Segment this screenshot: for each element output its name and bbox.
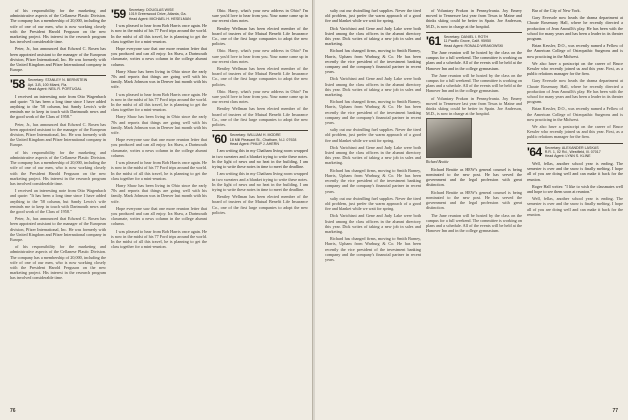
secretary: Secretary: DOUGLAS WISE: [128, 8, 174, 12]
head-agent: Head Agent: NEIL R. PORTUGAL: [27, 87, 82, 92]
secretary: Secretary: STANLEY N. BERNSTEIN: [27, 78, 88, 83]
body-text: [325, 76, 421, 262]
body-text: [212, 171, 308, 215]
portrait-photo: [426, 118, 472, 158]
address: 11 Pacific Grove, Calif. 95950: [443, 39, 491, 44]
secretary: Secretary: DANIEL I. ROTH: [443, 34, 489, 39]
paragraph: Brian Kessler, D.O., was recently named a Fellow of the American College of Osteopathic Surgeons and is now practicing in the Midwest.: [527, 43, 623, 59]
left-column-1: [10, 8, 106, 283]
paragraph: Bentley Wellman has been elected member of the board of trustees of the Mutual Benefit Life Insurance Co., one of the first large companies to adopt the new policies.: [212, 66, 308, 87]
paragraph: Harry Shaw has been living in Ohio since the early 70s and reports that things are going well with his family. Mark Johnson was in Denver last month with his wife.: [111, 182, 207, 204]
paragraph: Bentley Wellman has been elected member of the board of trustees of the Mutual Benefit Life Insurance Co., one of the first large companies to adopt the new policies.: [212, 194, 308, 215]
divider: [10, 75, 106, 76]
paragraph: Harry Shaw has been living in Ohio since the early 70s and reports that things are going well with his family. Mark Johnson was in Denver last month with his wife.: [111, 68, 207, 90]
body-text: [426, 73, 522, 117]
head-agent: Head Agent: MICHAEL H. HESELMAN: [128, 16, 191, 21]
paragraph: Richard has changed firms, moving to Smith Barney, Harris, Upham from Warburg & Co. He has been recently the vice president of the investment banking company and the company's financial partner in recent years.: [325, 167, 421, 194]
paragraph: Hope everyone saw that one more reunion letter that you produced and can all enjoy. Ira Shaw, a Dartmouth classmate, writes a news column in the college alumni column.: [111, 46, 207, 67]
paragraph: The June reunion will be hosted by the class on the campus for a full weekend. The committee is working on plans and a schedule. All of the events will be held at the Hanover Inn and in the college gymnasium.: [426, 212, 522, 234]
paragraph: Richard has changed firms, moving to Smith Barney, Harris, Upham from Warburg & Co. He has been recently the vice president of the investment banking company and the company's financial partner in recent years.: [325, 48, 421, 75]
class-year: '60: [212, 132, 227, 147]
divider: [212, 130, 308, 131]
head-agent: Head Agent: RONALD WRAKOWSKI: [443, 43, 504, 48]
secretary: Secretary: WILLIAM H. MODRE: [229, 133, 281, 138]
paragraph: The June reunion will be hosted by the class on the campus for a full weekend. The committee is working on plans and a schedule. All of the events will be held at the Hanover Inn and in the college gymnasium.: [426, 50, 522, 71]
class-year: '59: [111, 7, 126, 21]
paragraph: Ohio. Harry, what's your new address in Ohio? I'm sure you'd love to hear from you. Your name came up in our recent class notes.: [212, 88, 308, 105]
paragraph: Bentley Wellman has been elected member of the board of trustees of the Mutual Benefit Life Insurance Co., one of the first large companies to adopt the new policies.: [212, 106, 308, 128]
class-info: [444, 35, 504, 48]
paragraph: Roger Hall writes: "I like to wish the classmates well and hope to see them soon at reunion.": [527, 183, 623, 194]
paragraph: We also have a postscript on the career of Bruce Kessler who recently joined us and this year. First, as a public relations manager for the firm.: [527, 124, 623, 140]
body-text: [111, 92, 207, 250]
address: 1019 Greenwood Drive, Atlanta, Ga.: [128, 12, 187, 17]
address: R.R. 1, 02 Rd., Westfield, Ill. 07017: [544, 150, 601, 155]
paragraph: of Voluntary Prokon in Pennsylvania. Joy Emery moved to Tennessee last year from Texas to Maine and thinks skiing could be better in Spain. Joe Anderson, M.D., is now in charge at the hospital.: [426, 95, 522, 117]
body-text: [527, 78, 623, 139]
paragraph: Richard Beattie as HEW's general counsel is being nominated to the new post. He has served the government and the legal profession with great distinction.: [426, 166, 522, 188]
class-header-1958: [10, 78, 106, 91]
paragraph: sulty out our dwindling fuel supplies. Never the tired old problem, just prefer the warm approach of a good fire and blanket while we wait for spring.: [325, 195, 421, 212]
paragraph: We also have a postscript on the career of Bruce Kessler who recently joined us and this year. First, as a public relations manager for the firm.: [527, 60, 623, 77]
paragraph: Ohio. Harry, what's your new address in Ohio? I'm sure you'd love to hear from you. Your name came up in our recent class notes.: [212, 8, 308, 24]
paragraph: Gary Eversole now heads the drama department at Choate Rosemary Hall, where he recently directed a production of Jean Anouilh's play. He has been with the school for many years and has been a leader in its theater program.: [527, 78, 623, 105]
class-header-1964: [527, 146, 623, 159]
class-header-1961: [426, 35, 522, 48]
address: 18 Mill Pleasant St., Chatham, N.J. 07928: [229, 137, 297, 142]
paragraph: I received an interesting note from Otto Wagenbach and quote: "It has been a long time since I have added anything to the '58 column, but Sandy Lewis's wife reminds me to keep in touch with Dartmouth news and the good work of the Class of 1958.": [10, 188, 106, 214]
class-info: [230, 133, 297, 146]
paragraph: I received an interesting note from Otto Wagenbach and quote: "It has been a long time since I have added anything to the '58 column, but Sandy Lewis's wife reminds me to keep in touch with Dartmouth news and the good work of the Class of 1958.": [10, 93, 106, 120]
class-header-1960: [212, 133, 308, 146]
page-number: 77: [612, 408, 618, 414]
class-year: '61: [426, 33, 441, 48]
paragraph: sulty out our dwindling fuel supplies. Never the tired old problem, just prefer the warm approach of a good fire and blanket while we wait for spring.: [325, 8, 421, 24]
secretary: Secretary: ALEXANDER LASKAS: [544, 145, 599, 150]
class-info: [28, 78, 88, 91]
paragraph: of Voluntary Prokon in Pennsylvania. Joy Emery moved to Tennessee last year from Texas to Maine and thinks skiing could be better in Spain. Joe Anderson, M.D., is now in charge at the hospital.: [426, 8, 522, 29]
paragraph: Richard has changed firms, moving to Smith Barney, Harris, Upham from Warburg & Co. He has been recently the vice president of the investment banking company and the company's financial partner in recent years.: [325, 99, 421, 126]
paragraph: Peter, Jr., has announced that Edward C. Rosen has been appointed assistant to the manager of the European division, Pfizer International, Inc. He was formerly with the United Kingdom and Pfizer International company in Europe.: [10, 121, 106, 148]
paragraph: Ohio. Harry, what's your new address in Ohio? I'm sure you'd love to hear from you. Your name came up in our recent class notes.: [212, 48, 308, 64]
paragraph: Hope everyone saw that one more reunion letter that you produced and can all enjoy. Ira Shaw, a Dartmouth classmate, writes a news column in the college alumni column.: [111, 205, 207, 227]
paragraph: I was pleased to hear from Bob Harris once again. He is now in the midst of his 77 Ford trips around the world. In the midst of all this travel, he is planning to get the class together for a mini-reunion.: [111, 228, 207, 250]
paragraph: of his responsibility for the marketing and administrative aspects of the Cellanese Plastic Division. The company has a membership of 20,000, including the wife of one of our men, who is now working closely with the President Harold Ferguson on the new marketing project. His interest in the research program has involved considerable time.: [10, 244, 106, 281]
left-page: [0, 0, 313, 420]
paragraph: I am writing this in my Chatham living room wrapped in two sweaters and a blanket trying to write these notes. In the light of news and no heat in the building, I am trying to write these notes in time to meet the deadline.: [212, 171, 308, 192]
paragraph: sulty out our dwindling fuel supplies. Never the tired old problem, just prefer the warm approach of a good fire and blanket while we wait for spring.: [325, 127, 421, 143]
body-text: [527, 196, 623, 217]
paragraph: I was pleased to hear from Bob Harris once again. He is now in the midst of his 77 Ford trips around the world. In the midst of all this travel, he is planning to get the class together for a mini-reunion.: [111, 23, 207, 44]
body-text: [426, 190, 522, 234]
class-year: '64: [527, 144, 542, 159]
paragraph: The June reunion will be hosted by the class on the campus for a full weekend. The committee is working on plans and a schedule. All of the events will be held at the Hanover Inn and in the college gymnasium.: [426, 72, 522, 94]
paragraph: Gary Eversole now heads the drama department at Choate Rosemary Hall, where he recently directed a production of Jean Anouilh's play. He has been with the school for many years and has been a leader in its theater program.: [527, 15, 623, 42]
right-column-2: [426, 8, 522, 235]
paragraph: I was pleased to hear from Bob Harris once again. He is now in the midst of his 77 Ford trips around the world. In the midst of all this travel, he is planning to get the class together for a mini-reunion.: [111, 91, 207, 113]
paragraph: I am writing this in my Chatham living room wrapped in two sweaters and a blanket trying to write these notes. In the light of news and no heat in the building, I am trying to write these notes in time to meet the deadline.: [212, 148, 308, 170]
paragraph: Peter, Jr., has announced that Edward C. Rosen has been appointed assistant to the manager of the European division, Pfizer International, Inc. He was formerly with the United Kingdom and Pfizer International company in Europe.: [10, 46, 106, 73]
paragraph: Richard has changed firms, moving to Smith Barney, Harris, Upham from Warburg & Co. He has been recently the vice president of the investment banking company and the company's financial partner in recent years.: [325, 236, 421, 262]
body-text: [10, 122, 106, 281]
class-year: '58: [10, 77, 25, 92]
body-text: [212, 48, 308, 127]
divider: [426, 32, 522, 33]
right-page: [315, 0, 628, 420]
paragraph: Dick Varichisni and Gene and Judy Lake were both listed among the class officers in the alumni directory this year. Dick writes of taking a new job in sales and marketing.: [325, 25, 421, 47]
divider: [527, 143, 623, 144]
paragraph: Harry Shaw has been living in Ohio since the early 70s and reports that things are going well with his family. Mark Johnson was in Denver last month with his wife.: [111, 114, 207, 136]
right-column-3: [527, 8, 623, 219]
head-agent: Head Agent: PHILIP J. AHERN: [229, 142, 279, 147]
page-number: 76: [10, 408, 16, 414]
paragraph: of his responsibility for the marketing and administrative aspects of the Cellanese Plastic Division. The company has a membership of 20,000, including the wife of one of our men, who is now working closely with the President Harold Ferguson on the new marketing project. His interest in the research program has involved considerable time.: [10, 149, 106, 186]
paragraph: Richard Beattie as HEW's general counsel is being nominated to the new post. He has served the government and the legal profession with great distinction.: [426, 189, 522, 211]
photo-caption: Richard Beattie: [426, 160, 449, 165]
right-column-1: [325, 8, 421, 264]
head-agent: Head Agent: LYNN S. KLINE: [544, 154, 591, 159]
address: Apt. 3-B, 100 Miami, Fla.: [27, 82, 68, 87]
paragraph: Dick Varichisni and Gene and Judy Lake were both listed among the class officers in the alumni directory this year. Dick writes of taking a new job in sales and marketing.: [325, 76, 421, 98]
class-header-1959: [111, 8, 207, 21]
left-column-2: [111, 8, 207, 251]
paragraph: Peter, Jr., has announced that Edward C. Rosen has been appointed assistant to the manager of the European division, Pfizer International, Inc. He was formerly with the United Kingdom and Pfizer International company in Europe.: [10, 216, 106, 242]
class-info: [545, 146, 601, 159]
paragraph: Dick Varichisni and Gene and Judy Lake were both listed among the class officers in the alumni directory this year. Dick writes of taking a new job in sales and marketing.: [325, 144, 421, 166]
paragraph: I was pleased to hear from Bob Harris once again. He is now in the midst of his 77 Ford trips around the world. In the midst of all this travel, he is planning to get the class together for a mini-reunion.: [111, 160, 207, 181]
class-info: [129, 8, 191, 21]
left-column-3: [212, 8, 308, 217]
paragraph: Brian Kessler, D.O., was recently named a Fellow of the American College of Osteopathic Surgeons and is now practicing in the Midwest.: [527, 106, 623, 122]
paragraph: Dick Varichisni and Gene and Judy Lake were both listed among the class officers in the alumni directory this year. Dick writes of taking a new job in sales and marketing.: [325, 213, 421, 234]
paragraph: of his responsibility for the marketing and administrative aspects of the Cellanese Plastic Division. The company has a membership of 20,000, including the wife of one of our men, who is now working closely with the President Harold Ferguson on the new marketing project. His interest in the research program has involved considerable time.: [10, 8, 106, 45]
paragraph: Bentley Wellman has been elected member of the board of trustees of the Mutual Benefit Life Insurance Co., one of the first large companies to adopt the new policies.: [212, 25, 308, 47]
paragraph: Well, fellas, another school year is ending. The semester is over and the snow is finally melting. I hope all of you are doing well and can make it back for the reunion.: [527, 160, 623, 182]
paragraph: Well, fellas, another school year is ending. The semester is over and the snow is finally melting. I hope all of you are doing well and can make it back for the reunion.: [527, 196, 623, 217]
paragraph: Bar of the City of New York.: [532, 8, 581, 13]
paragraph: Hope everyone saw that one more reunion letter that you produced and can all enjoy. Ira Shaw, a Dartmouth classmate, writes a news column in the college alumni column.: [111, 137, 207, 158]
